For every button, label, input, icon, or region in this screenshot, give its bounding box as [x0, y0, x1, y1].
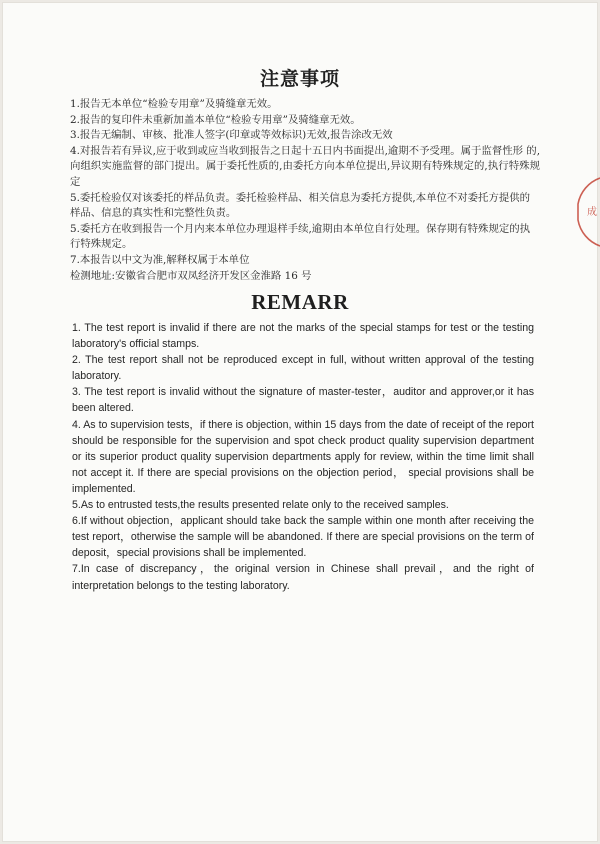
remark-item-en: 1. The test report is invalid if there are not the marks of the special stamps for test or the testing laboratory's official stamps. [72, 322, 534, 351]
testing-address-cn: 检测地址:安徽省合肥市双凤经济开发区金淮路 16 号 [70, 269, 312, 282]
notice-item-cn: 5.委托方在收到报告一个月内来本单位办理退样手续,逾期由本单位自行处理。保存期有特殊规定的执行特殊规定。 [70, 222, 531, 251]
notice-item-cn: 7.本报告以中文为准,解释权属于本单位 [70, 253, 250, 266]
remark-item-en: 3. The test report is invalid without the signature of master-tester，auditor and approver,or it has been altered. [72, 386, 534, 415]
seal-character: 成 [587, 207, 597, 218]
remark-title-en: REMARR [251, 290, 349, 314]
notice-title-cn: 注意事项 [259, 68, 340, 90]
notice-item-cn: 2.报告的复印件未重新加盖本单位“检验专用章”及骑缝章无效。 [70, 113, 361, 126]
remark-item-en: 4. As to supervision tests，if there is objection, within 15 days from the date of receipt of the report should be responsible for the supervision and spot check product quality supervision department or its superior product quality supervision departments apply for review, within the time limit shall not accept it. If there are special provisions on the objection period， special provisions shall be implemented. [72, 418, 534, 495]
notice-item-cn: 5.委托检验仅对该委托的样品负责。委托检验样品、相关信息为委托方提供,本单位不对委托方提供的样品、信息的真实性和完整性负责。 [70, 191, 531, 220]
notice-list-cn [70, 97, 540, 284]
notice-item-cn: 1.报告无本单位“检验专用章”及骑缝章无效。 [70, 98, 278, 110]
remark-item-en: 5.As to entrusted tests,the results presented relate only to the received samples. [72, 499, 449, 512]
seal-stamp-graphic [572, 176, 600, 248]
remark-item-en: 6.If without objection，applicant should take back the sample within one month after receiving the test report，otherwise the sample will be abandoned. If there are special provisions on the term of deposit，special provisions shall be implemented. [72, 515, 534, 560]
notice-item-cn: 4.对报告若有异议,应于收到或应当收到报告之日起十五日内书面提出,逾期不予受理。属于监督性形 的,向组织实施监督的部门提出。属于委托性质的,由委托方向本单位提出,异议期有特殊规定的,执行特殊规定 [70, 144, 540, 188]
notice-item-cn: 3.报告无编制、审核、批准人签字(印章或等效标识)无效,报告涂改无效 [70, 129, 393, 142]
remark-item-en: 7.In case of discrepancy，the original version in Chinese shall prevail，and the right of interpretation belongs to the testing laboratory. [72, 563, 534, 592]
edge-seal-stamp [572, 176, 600, 248]
remark-list-en [72, 320, 534, 594]
remark-item-en: 2. The test report shall not be reproduced except in full, without written approval of the testing laboratory. [72, 354, 534, 383]
